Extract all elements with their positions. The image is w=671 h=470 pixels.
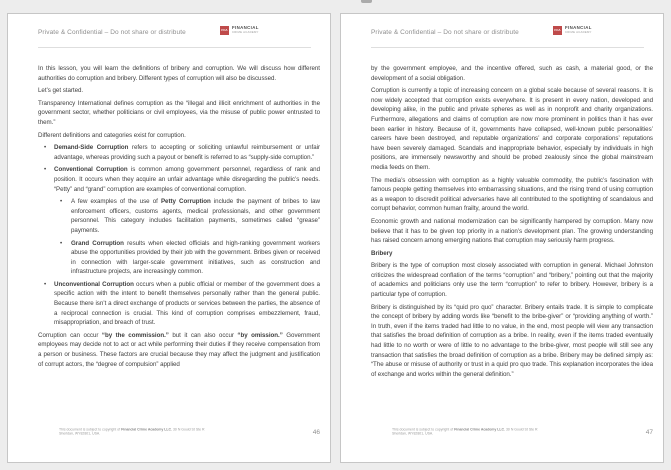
text-run: Corruption can occur <box>38 331 102 339</box>
text-run: Corruption is currently a topic of increasing concern on a global scale because of several reasons. It is now widely accepted that corruption exists everywhere. It is present in every nation, developed and developing alike, in the public and private spheres as well as in nonprofit and charity organizations. Furthermore, allegations and claims of corruption are now more prominent in politics than it has ever been earlier in history. Because of it, governments have collapsed, well-known public personalities’ careers have been destroyed, and reputable organizations’ and corporate corporations’ reputations have been severely damaged. Scandals and inappropriate behavior, especially by individuals in high positions, are immensely newsworthy and should be probed zealously since the global mainstream media feeds on them. <box>371 87 653 171</box>
page-number: 46 <box>312 429 320 436</box>
bullet-marker: • <box>60 198 63 206</box>
logo-abbr: FCA <box>554 29 561 32</box>
paragraph <box>371 217 653 246</box>
text-run: Economic growth and national modernization can be significantly hampered by corruption. Many now believe that it has to be given top priority in a nation’s development plan. The growing understanding has raised concern among emerging nations that corruption may seriously harm progress. <box>371 217 653 245</box>
page-content <box>341 14 663 462</box>
text-run: Unconventional Corruption <box>54 280 134 288</box>
page-footer <box>392 428 653 442</box>
bullet-marker: • <box>44 166 47 174</box>
logo-abbr: FCA <box>221 29 228 32</box>
text-run: In this lesson, you will learn the definitions of bribery and corruption. We will discuss how different authorities do corruption and bribery. Different types of corruption will also be discussed. <box>38 65 320 82</box>
paragraph <box>371 261 653 299</box>
text-run: Bribery <box>371 249 393 257</box>
page-footer <box>59 428 320 442</box>
page-number: 47 <box>645 429 653 436</box>
page-header <box>38 24 320 40</box>
confidentiality-notice: Private & Confidential – Do not share or distribute <box>371 29 519 36</box>
text-run: Let’s get started. <box>38 87 84 95</box>
paragraph <box>38 331 320 369</box>
scrollbar-thumb[interactable] <box>361 0 372 3</box>
bullet-item <box>38 280 320 328</box>
paragraph <box>371 176 653 214</box>
text-run: is common among government personnel, regardless of rank and position. It occurs when they acquire an unfair advantage while disregarding the public’s needs. “Petty” and “grand” corruption are examples of conventional corruption. <box>54 166 320 193</box>
copyright-company: Financial Crime Academy LLC <box>454 428 505 432</box>
copyright-notice <box>392 428 539 436</box>
paragraph <box>371 86 653 172</box>
text-run: Bribery is the type of corruption most closely associated with corruption in general. Michael Johnston criticizes the widespread conflation of the terms “corruption” and “bribery,” pointing out that the majority of academics and politicians only use the term “corruption” to refer to bribery. However, bribery is a particular type of corruption. <box>371 262 653 299</box>
text-run: Government employees may decide not to act or act while performing their duties if they receive compensation from a person or business. These factors are crucial because they may affect the judgment and justification of corrupt actors, the “degree of compulsion” applied <box>38 331 320 368</box>
text-run: results when elected officials and high-ranking government workers abuse the opportunities provided by their job with the government. Bribes given or received in connection with larger-scale government initiatives, such as construction and infrastructure projects, are increasingly common. <box>71 239 320 276</box>
page-content <box>8 14 330 462</box>
text-run: Conventional Corruption <box>54 166 128 174</box>
text-run: Different definitions and categories exist for corruption. <box>38 131 186 139</box>
page-header <box>371 24 653 40</box>
logo-wordmark <box>565 26 602 33</box>
paragraph <box>38 131 320 141</box>
copyright-suffix: , 30 N Gould St Ste R Sheridan, WY82801, USA. <box>59 428 205 436</box>
text-run: by the government employee, and the incentive offered, such as cash, a material good, or the development of a social obligation. <box>371 65 653 82</box>
logo-name-line2: CRIME ACADEMY <box>232 30 259 34</box>
copyright-suffix: , 30 N Gould St Ste R Sheridan, WY82801, USA. <box>392 428 538 436</box>
text-run: Transparency International defines corruption as the “illegal and illicit enrichment of authorities in the government sector, whether politicians or civil employees, via the misuse of public power entrusted to them.” <box>38 99 320 126</box>
text-run: occurs when a public official or member of the government does a specific action with the intent to benefit themselves personally rather than the general public. Because there isn’t a direct exchange of products or services between the parties, the absence of a reciprocal connection is crucial. This kind of corruption comprises embezzlement, fraud, misappropriation, and breach of trust. <box>54 280 320 327</box>
text-run: Demand-Side Corruption <box>54 144 129 152</box>
logo-mark <box>553 26 562 35</box>
sub-bullet-item <box>38 197 320 235</box>
logo-name-line1: FINANCIAL <box>565 26 592 31</box>
bullet-marker: • <box>44 144 47 152</box>
bullet-item <box>38 143 320 162</box>
paragraph <box>38 64 320 83</box>
page-body <box>38 64 320 416</box>
copyright-prefix: This document is subject to copyright of <box>59 428 122 432</box>
document-page-right <box>340 13 664 463</box>
paragraph <box>38 86 320 96</box>
paragraph <box>38 99 320 128</box>
text-run: include the payment of bribes to law enforcement officers, customs agents, medical professionals, and other government personnel. This category includes facilitation payments, sometimes called “grease” payments. <box>71 198 320 234</box>
sub-bullet-item <box>38 239 320 277</box>
paragraph <box>371 64 653 83</box>
text-run: but it can also occur <box>168 331 238 339</box>
copyright-notice <box>59 428 206 436</box>
text-run: “by the commission.” <box>101 331 169 339</box>
text-run: A few examples of the use of <box>71 198 161 206</box>
logo-name-line1: FINANCIAL <box>232 26 259 31</box>
header-divider <box>371 47 644 48</box>
copyright-company: Financial Crime Academy LLC <box>121 428 172 432</box>
text-run: Bribery is distinguished by its “quid pro quo” character. Bribery entails trade. It is simple to complicate the concept of bribery by adding words like “benefit to the bribe-giver” or “providing anything of worth.” In truth, even if the items traded had little to no value, in the end, most people will view any transaction that satisfies the broad definition of corruption as a bribe. In reality, even if the items traded eventually had little to no worth or were of little to no advantage to the bribe-giver, most people will still see any transaction that satisfies the broad definition of corruption as a bribe. Bribery may be defined simply as: “The abuse or misuse of authority or trust in a quid pro quo trade. This explanation incorporates the idea of exchange and works within the general definition.” <box>371 303 653 378</box>
header-divider <box>38 47 311 48</box>
bullet-item <box>38 165 320 194</box>
section-heading <box>371 249 653 259</box>
page-body <box>371 64 653 416</box>
logo-wordmark <box>232 26 269 33</box>
copyright-prefix: This document is subject to copyright of <box>392 428 455 432</box>
text-run: The media’s obsession with corruption as a highly valuable commodity, the public’s fascination with famous people getting themselves into embarrassing situations, and the rising trend of using corruption as a weapon to discredit political adversaries have all contributed to the spotlighting of scandalous and corrupt behavior, common human frailty, around the world. <box>371 176 653 213</box>
confidentiality-notice: Private & Confidential – Do not share or distribute <box>38 29 186 36</box>
fca-logo <box>220 24 292 38</box>
text-run: Grand Corruption <box>71 239 124 247</box>
text-run: Petty Corruption <box>160 198 211 206</box>
bullet-marker: • <box>60 239 63 247</box>
paragraph <box>371 303 653 380</box>
logo-name-line2: CRIME ACADEMY <box>565 30 592 34</box>
text-run: “by omission.” <box>237 331 283 339</box>
document-page-left <box>7 13 331 463</box>
text-run: refers to accepting or soliciting unlawful reimbursement or unfair advantage, whereas providing such a payout or benefit is referred to as “supply-side corruption.” <box>54 144 320 161</box>
bullet-marker: • <box>44 280 47 288</box>
fca-logo <box>553 24 625 38</box>
logo-mark <box>220 26 229 35</box>
